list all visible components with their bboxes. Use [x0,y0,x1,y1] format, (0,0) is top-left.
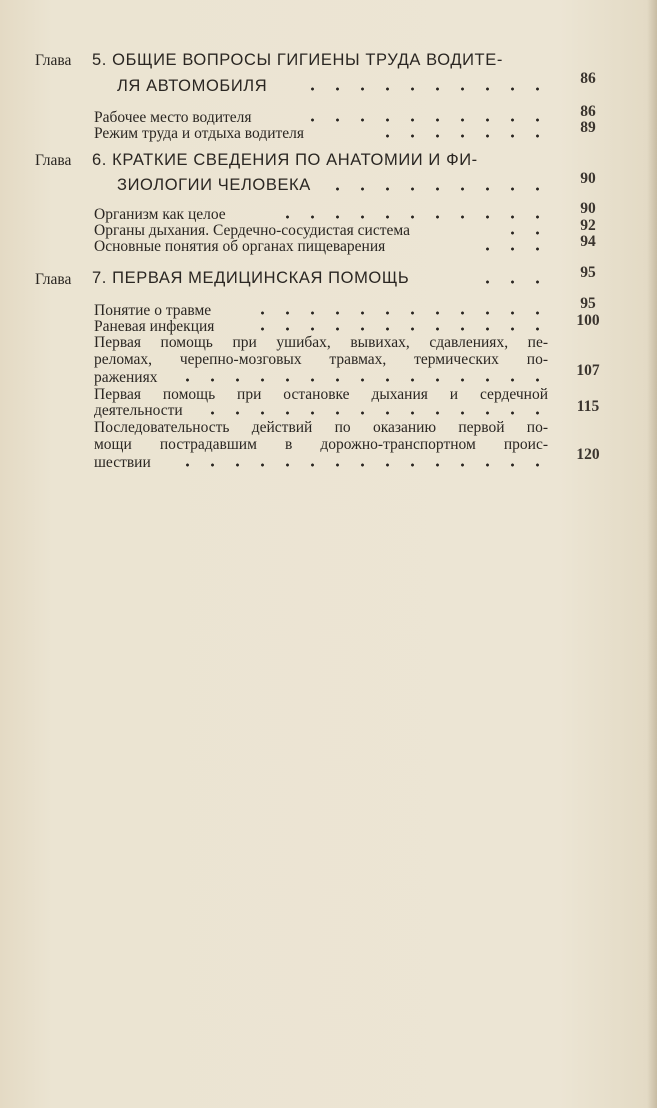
toc-entry: Органы дыхания. Сердечно-сосудистая система [94,222,410,239]
toc-entry-page: 107 [576,362,600,379]
chapter-7-title-line-1: 7. ПЕРВАЯ МЕДИЦИНСКАЯ ПОМОЩЬ [92,269,410,287]
page-edge-shadow [647,0,657,1108]
toc-entry-page: 89 [580,119,596,136]
toc-entry-line: реломах, черепно-мозговых травмах, термических по- [94,351,548,368]
toc-entry-line: Последовательность действий по оказанию первой по- [94,419,548,436]
dot-leader [330,187,550,191]
dot-leader [500,231,550,235]
toc-entry-line: деятельности [94,402,183,419]
toc-entry: Режим труда и отдыха водителя [94,125,305,142]
toc-entry-line: мощи пострадавшим в дорожно-транспортном проис- [94,436,548,453]
chapter-5-title-line-2: ЛЯ АВТОМОБИЛЯ [117,77,268,95]
dot-leader [470,280,550,284]
dot-leader [200,411,550,415]
toc-entry-line: Первая помощь при ушибах, вывихах, сдавлениях, пе- [94,334,548,351]
dot-leader [180,378,550,382]
toc-entry-page: 92 [580,217,596,234]
dot-leader [270,215,550,219]
dot-leader [300,87,550,91]
chapter-6-title-line-2: ЗИОЛОГИИ ЧЕЛОВЕКА [117,176,311,194]
chapter-label: Глава [35,271,72,288]
dot-leader [250,327,550,331]
toc-entry: Раневая инфекция [94,318,215,335]
toc-entry-page: 100 [576,312,600,329]
toc-entry-page: 94 [580,233,596,250]
dot-leader [380,134,550,138]
chapter-label: Глава [35,52,72,69]
toc-entry: Основные понятия об органах пищеварения [94,238,386,255]
dot-leader [300,118,550,122]
chapter-label: Глава [35,152,72,169]
chapter-6-page: 90 [580,170,596,187]
toc-entry-line: ражениях [94,369,158,386]
toc-entry-line: Первая помощь при остановке дыхания и сердечной [94,386,548,403]
chapter-5-title-line-1: 5. ОБЩИЕ ВОПРОСЫ ГИГИЕНЫ ТРУДА ВОДИТЕ- [92,51,503,69]
toc-entry-page: 86 [580,103,596,120]
chapter-6-title-line-1: 6. КРАТКИЕ СВЕДЕНИЯ ПО АНАТОМИИ И ФИ- [92,151,478,169]
toc-entry: Организм как целое [94,206,226,223]
toc-entry-line: шествии [94,454,151,471]
dot-leader [170,463,550,467]
toc-entry: Понятие о травме [94,302,212,319]
chapter-7-page: 95 [580,264,596,281]
chapter-5-page: 86 [580,70,596,87]
dot-leader [250,311,550,315]
toc-entry-page: 120 [576,446,600,463]
dot-leader [470,247,550,251]
toc-entry-page: 90 [580,200,596,217]
toc-entry-page: 95 [580,295,596,312]
toc-entry-page: 115 [576,398,600,415]
toc-entry: Рабочее место водителя [94,109,252,126]
